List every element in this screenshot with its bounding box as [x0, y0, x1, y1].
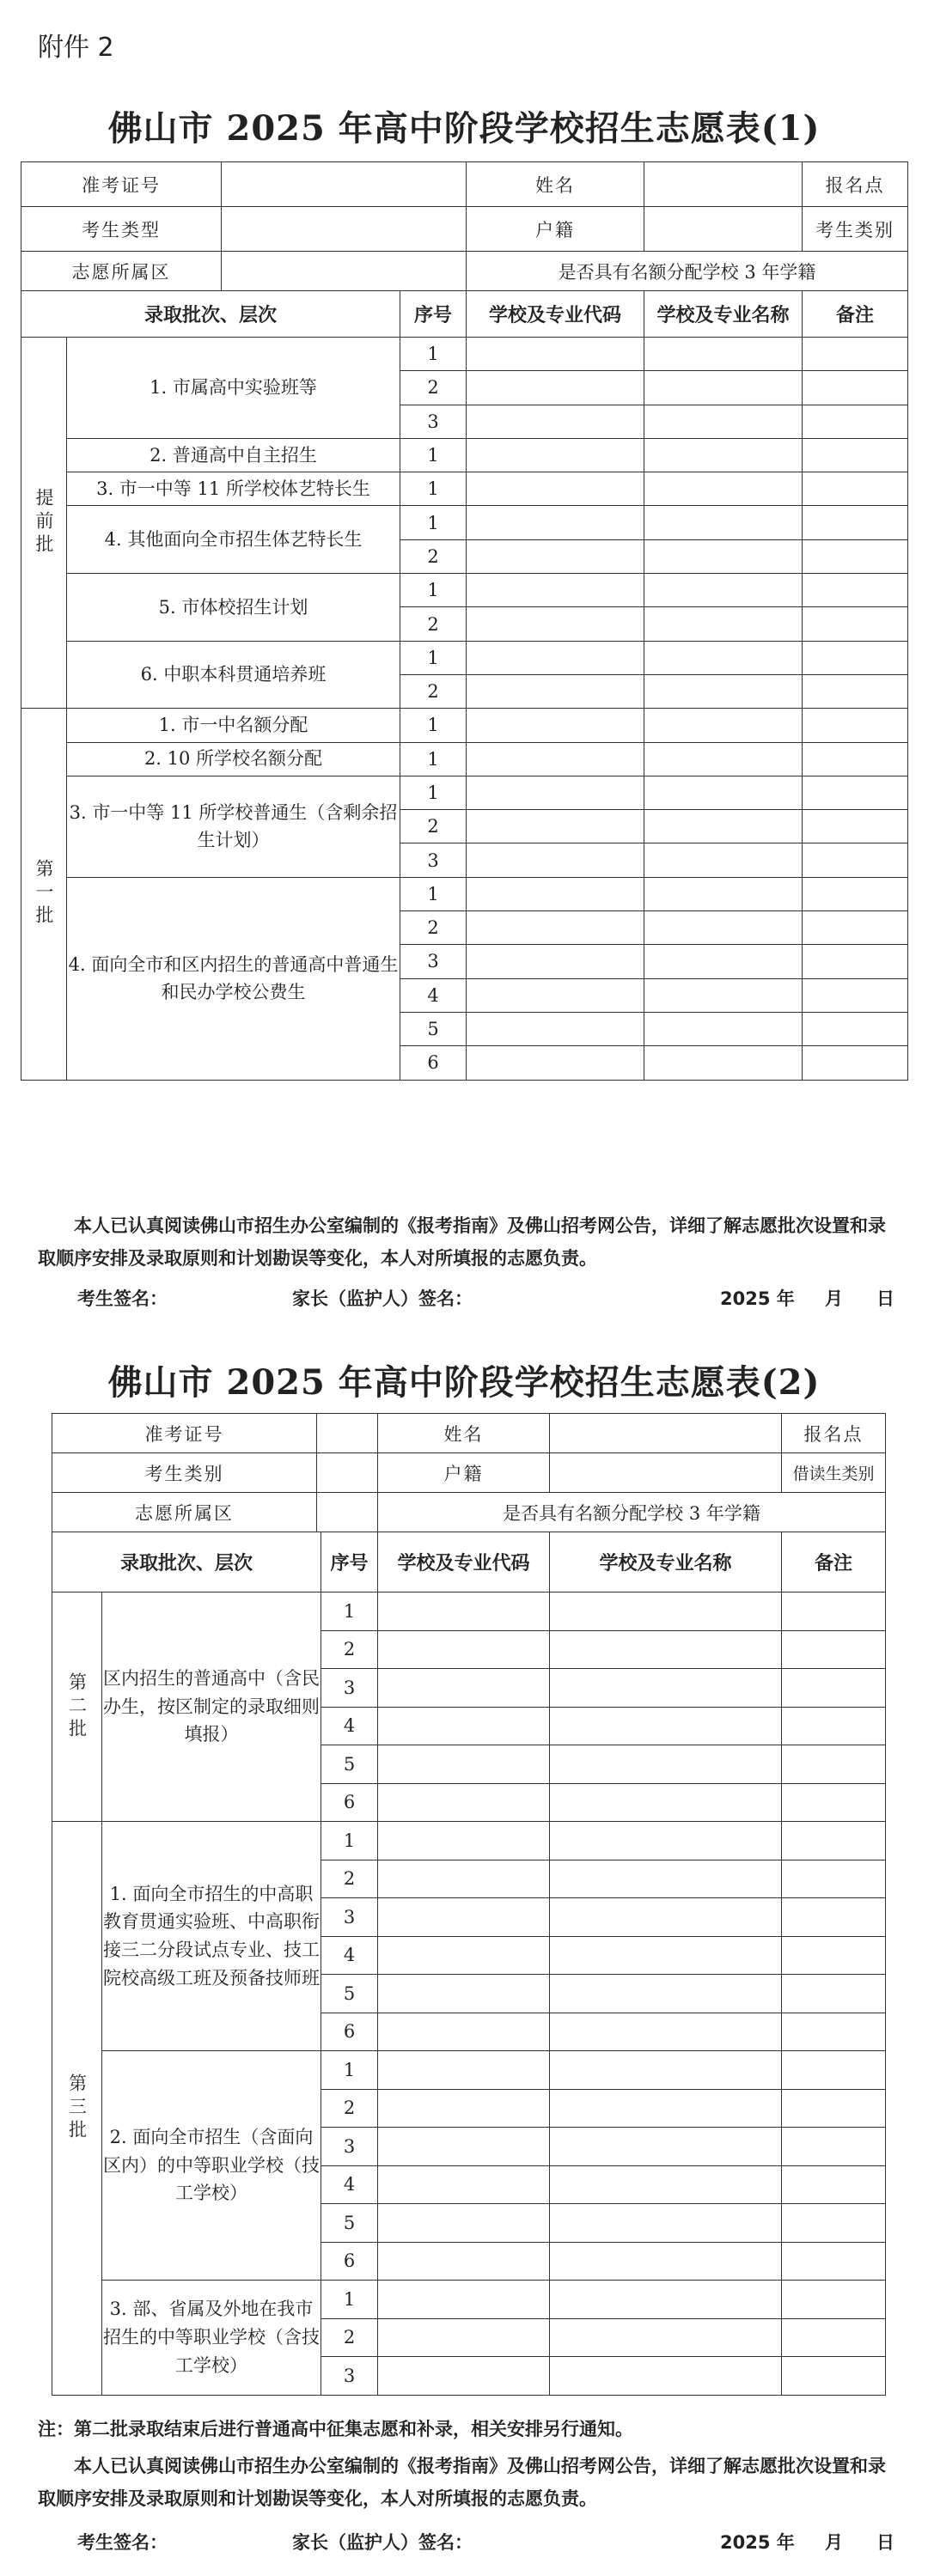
date-month: 月 — [825, 2532, 843, 2553]
seq-number: 3 — [400, 405, 467, 438]
seq-number: 5 — [400, 1012, 467, 1045]
seq-number: 2 — [321, 2318, 378, 2357]
school-name-field[interactable] — [644, 674, 803, 708]
school-code-field[interactable] — [467, 776, 644, 809]
school-code-field[interactable] — [378, 1898, 550, 1937]
parent-signature-label: 家长（监护人）签名： — [292, 2532, 473, 2553]
level-label: 2. 面向全市招生（含面向区内）的中等职业学校（技工学校） — [102, 2051, 321, 2281]
remark-field[interactable] — [782, 1898, 886, 1937]
form1-title: 佛山市 2025 年高中阶段学校招生志愿表(1) — [107, 108, 821, 149]
school-name-field[interactable] — [550, 1898, 782, 1937]
seq-number: 3 — [321, 2357, 378, 2396]
seq-number: 6 — [321, 2242, 378, 2281]
school-name-field[interactable] — [550, 1745, 782, 1784]
reg-point-label: 报名点 — [782, 1414, 886, 1453]
seq-number: 2 — [400, 810, 467, 843]
seq-number: 1 — [400, 574, 467, 607]
remark-field[interactable] — [803, 742, 908, 776]
seq-number: 1 — [400, 438, 467, 472]
seq-number: 6 — [400, 1046, 467, 1080]
school-code-field[interactable] — [378, 1592, 550, 1631]
quota-question: 是否具有名额分配学校 3 年学籍 — [467, 252, 908, 291]
remark-field[interactable] — [782, 2281, 886, 2319]
school-code-field[interactable] — [378, 2051, 550, 2090]
school-name-field[interactable] — [550, 2318, 782, 2357]
student-category-label: 考生类别 — [52, 1453, 317, 1493]
seq-number: 1 — [321, 2281, 378, 2319]
school-name-field[interactable] — [644, 877, 803, 910]
school-code-field[interactable] — [467, 1046, 644, 1080]
remark-field[interactable] — [803, 810, 908, 843]
remark-field[interactable] — [782, 2242, 886, 2281]
seq-number: 1 — [321, 1592, 378, 1631]
school-code-field[interactable] — [378, 1707, 550, 1745]
remark-field[interactable] — [782, 2318, 886, 2357]
school-code-field[interactable] — [467, 607, 644, 641]
seq-number: 1 — [400, 641, 467, 674]
remark-field[interactable] — [803, 877, 908, 910]
batch-label: 第三批 — [52, 1822, 102, 2396]
school-name-field[interactable] — [550, 2242, 782, 2281]
student-signature-label: 考生签名： — [77, 1288, 168, 1309]
date-year: 2025 年 — [720, 1288, 795, 1309]
remark-field[interactable] — [782, 1783, 886, 1822]
level-label: 5. 市体校招生计划 — [67, 574, 400, 642]
school-code-field[interactable] — [467, 438, 644, 472]
remark-field[interactable] — [782, 1822, 886, 1860]
borrow-category-label: 借读生类别 — [782, 1453, 886, 1493]
remark-field[interactable] — [782, 2204, 886, 2243]
school-name-field[interactable] — [550, 1975, 782, 2013]
hukou-label: 户籍 — [378, 1453, 550, 1493]
school-name-field[interactable] — [550, 1936, 782, 1975]
school-code-field[interactable] — [378, 2281, 550, 2319]
header-batch: 录取批次、层次 — [52, 1532, 321, 1592]
level-label: 4. 其他面向全市招生体艺特长生 — [67, 506, 400, 574]
school-code-field[interactable] — [378, 2013, 550, 2051]
seq-number: 1 — [400, 472, 467, 506]
name-field[interactable] — [644, 162, 803, 207]
choice-row — [21, 574, 908, 607]
school-name-field[interactable] — [644, 506, 803, 539]
seq-number: 1 — [321, 2051, 378, 2090]
school-name-field[interactable] — [550, 1592, 782, 1631]
date-month: 月 — [825, 1288, 843, 1309]
remark-field[interactable] — [803, 371, 908, 405]
school-name-field[interactable] — [644, 438, 803, 472]
reg-point-label: 报名点 — [803, 162, 908, 207]
batch-label: 第一批 — [21, 709, 67, 1080]
level-label: 1. 面向全市招生的中高职教育贯通实验班、中高职衔接三二分段试点专业、技工院校高级工班及预备技师班 — [102, 1822, 321, 2051]
seq-number: 2 — [321, 1860, 378, 1898]
school-code-field[interactable] — [467, 405, 644, 438]
school-code-field[interactable] — [467, 810, 644, 843]
header-code: 学校及专业代码 — [467, 291, 644, 338]
school-code-field[interactable] — [467, 574, 644, 607]
remark-field[interactable] — [803, 338, 908, 371]
school-code-field[interactable] — [378, 1822, 550, 1860]
seq-number: 4 — [321, 2165, 378, 2204]
student-type-field[interactable] — [222, 207, 467, 252]
seq-number: 5 — [321, 2204, 378, 2243]
date-day: 日 — [876, 1288, 894, 1309]
seq-number: 6 — [321, 1783, 378, 1822]
seq-number: 6 — [321, 2013, 378, 2051]
school-name-field[interactable] — [550, 2089, 782, 2128]
school-code-field[interactable] — [378, 1745, 550, 1784]
hukou-field[interactable] — [550, 1453, 782, 1493]
school-name-field[interactable] — [550, 2165, 782, 2204]
remark-field[interactable] — [803, 539, 908, 573]
level-label: 2. 普通高中自主招生 — [67, 438, 400, 472]
level-label: 2. 10 所学校名额分配 — [67, 742, 400, 776]
district-label: 志愿所属区 — [21, 252, 222, 291]
school-code-field[interactable] — [378, 1860, 550, 1898]
district-field[interactable] — [222, 252, 467, 291]
school-code-field[interactable] — [467, 1012, 644, 1045]
school-name-field[interactable] — [644, 810, 803, 843]
school-code-field[interactable] — [467, 641, 644, 674]
school-code-field[interactable] — [467, 506, 644, 539]
school-code-field[interactable] — [378, 2089, 550, 2128]
seq-number: 2 — [400, 371, 467, 405]
header-school: 学校及专业名称 — [644, 291, 803, 338]
hukou-label: 户籍 — [467, 207, 644, 252]
seq-number: 4 — [321, 1707, 378, 1745]
remark-field[interactable] — [782, 1630, 886, 1669]
remark-field[interactable] — [782, 2051, 886, 2090]
header-seq: 序号 — [400, 291, 467, 338]
remark-field[interactable] — [782, 1975, 886, 2013]
remark-field[interactable] — [803, 911, 908, 945]
remark-field[interactable] — [782, 2357, 886, 2396]
school-code-field[interactable] — [467, 742, 644, 776]
form1-table — [21, 161, 908, 1081]
district-label: 志愿所属区 — [52, 1493, 317, 1532]
level-label: 6. 中职本科贯通培养班 — [67, 641, 400, 709]
district-field[interactable] — [317, 1493, 378, 1532]
school-code-field[interactable] — [378, 2128, 550, 2166]
student-type-label: 考生类型 — [21, 207, 222, 252]
school-name-field[interactable] — [644, 405, 803, 438]
remark-field[interactable] — [782, 1860, 886, 1898]
school-name-field[interactable] — [550, 1822, 782, 1860]
school-name-field[interactable] — [550, 2357, 782, 2396]
level-label: 区内招生的普通高中（含民办生，按区制定的录取细则填报） — [102, 1592, 321, 1822]
remark-field[interactable] — [782, 2165, 886, 2204]
choice-row — [21, 742, 908, 776]
form2-statement: 本人已认真阅读佛山市招生办公室编制的《报考指南》及佛山招考网公告，详细了解志愿批次设置和录取顺序安排及录取原则和计划勘误等变化，本人对所填报的志愿负责。 — [38, 2456, 886, 2509]
seq-number: 1 — [400, 742, 467, 776]
name-field[interactable] — [550, 1414, 782, 1453]
student-category-field[interactable] — [317, 1453, 378, 1493]
school-name-field[interactable] — [550, 1669, 782, 1708]
choice-row — [52, 2051, 886, 2090]
seq-number: 1 — [400, 877, 467, 910]
remark-field[interactable] — [803, 506, 908, 539]
school-code-field[interactable] — [378, 2357, 550, 2396]
remark-field[interactable] — [782, 1592, 886, 1631]
seq-number: 3 — [400, 843, 467, 877]
school-name-field[interactable] — [644, 945, 803, 978]
school-name-field[interactable] — [644, 641, 803, 674]
school-name-field[interactable] — [550, 1630, 782, 1669]
seq-number: 2 — [400, 539, 467, 573]
name-label: 姓名 — [378, 1414, 550, 1453]
school-code-field[interactable] — [467, 978, 644, 1012]
school-code-field[interactable] — [467, 539, 644, 573]
seq-number: 3 — [400, 945, 467, 978]
seq-number: 2 — [400, 607, 467, 641]
choice-row — [21, 776, 908, 809]
school-name-field[interactable] — [644, 1046, 803, 1080]
hukou-field[interactable] — [644, 207, 803, 252]
remark-field[interactable] — [803, 709, 908, 742]
choice-row — [21, 438, 908, 472]
school-name-field[interactable] — [644, 574, 803, 607]
batch-label: 提前批 — [21, 338, 67, 709]
remark-field[interactable] — [782, 1669, 886, 1708]
school-name-field[interactable] — [644, 539, 803, 573]
remark-field[interactable] — [803, 472, 908, 506]
school-name-field[interactable] — [550, 1707, 782, 1745]
school-name-field[interactable] — [644, 1012, 803, 1045]
batch-label: 第二批 — [52, 1592, 102, 1822]
quota-question: 是否具有名额分配学校 3 年学籍 — [378, 1493, 886, 1532]
remark-field[interactable] — [803, 674, 908, 708]
choice-row — [21, 338, 908, 371]
student-category-label: 考生类别 — [803, 207, 908, 252]
seq-number: 3 — [321, 2128, 378, 2166]
remark-field[interactable] — [782, 2089, 886, 2128]
school-code-field[interactable] — [467, 709, 644, 742]
choice-row — [52, 1592, 886, 1631]
school-name-field[interactable] — [550, 2051, 782, 2090]
seq-number: 1 — [400, 776, 467, 809]
remark-field[interactable] — [782, 2013, 886, 2051]
remark-field[interactable] — [782, 1745, 886, 1784]
seq-number: 1 — [321, 1822, 378, 1860]
school-name-field[interactable] — [550, 1783, 782, 1822]
school-name-field[interactable] — [644, 843, 803, 877]
header-code: 学校及专业代码 — [378, 1532, 550, 1592]
school-name-field[interactable] — [644, 338, 803, 371]
header-school: 学校及专业名称 — [550, 1532, 782, 1592]
remark-field[interactable] — [803, 978, 908, 1012]
choice-row — [52, 2281, 886, 2319]
school-name-field[interactable] — [550, 2204, 782, 2243]
level-label: 3. 市一中等 11 所学校普通生（含剩余招生计划） — [67, 776, 400, 877]
seq-number: 4 — [321, 1936, 378, 1975]
seq-number: 4 — [400, 978, 467, 1012]
school-code-field[interactable] — [467, 911, 644, 945]
school-name-field[interactable] — [644, 709, 803, 742]
school-name-field[interactable] — [550, 2013, 782, 2051]
seq-number: 5 — [321, 1975, 378, 2013]
remark-field[interactable] — [782, 2128, 886, 2166]
school-name-field[interactable] — [644, 472, 803, 506]
school-name-field[interactable] — [644, 978, 803, 1012]
remark-field[interactable] — [803, 843, 908, 877]
school-code-field[interactable] — [378, 1630, 550, 1669]
form2-table — [52, 1413, 886, 2396]
seq-number: 5 — [321, 1745, 378, 1784]
seq-number: 2 — [400, 911, 467, 945]
form2-note: 注：第二批录取结束后进行普通高中征集志愿和补录，相关安排另行通知。 — [38, 2419, 633, 2439]
school-code-field[interactable] — [467, 877, 644, 910]
school-code-field[interactable] — [378, 1975, 550, 2013]
school-code-field[interactable] — [467, 472, 644, 506]
school-code-field[interactable] — [467, 371, 644, 405]
remark-field[interactable] — [803, 1012, 908, 1045]
seq-number: 2 — [321, 1630, 378, 1669]
level-label: 1. 市一中名额分配 — [67, 709, 400, 742]
remark-field[interactable] — [803, 945, 908, 978]
exam-no-field[interactable] — [222, 162, 467, 207]
seq-number: 1 — [400, 709, 467, 742]
remark-field[interactable] — [782, 1707, 886, 1745]
school-code-field[interactable] — [378, 1669, 550, 1708]
level-label: 3. 市一中等 11 所学校体艺特长生 — [67, 472, 400, 506]
school-code-field[interactable] — [467, 674, 644, 708]
seq-number: 3 — [321, 1669, 378, 1708]
school-name-field[interactable] — [644, 776, 803, 809]
school-name-field[interactable] — [644, 742, 803, 776]
date-year: 2025 年 — [720, 2532, 795, 2553]
school-code-field[interactable] — [378, 2204, 550, 2243]
remark-field[interactable] — [803, 776, 908, 809]
seq-number: 2 — [400, 674, 467, 708]
seq-number: 1 — [400, 338, 467, 371]
choice-row — [21, 506, 908, 539]
choice-row — [21, 709, 908, 742]
exam-no-label: 准考证号 — [21, 162, 222, 207]
header-remark: 备注 — [803, 291, 908, 338]
attachment-label: 附件 2 — [38, 33, 114, 63]
form1-statement: 本人已认真阅读佛山市招生办公室编制的《报考指南》及佛山招考网公告，详细了解志愿批次设置和录取顺序安排及录取原则和计划勘误等变化，本人对所填报的志愿负责。 — [38, 1215, 886, 1269]
remark-field[interactable] — [803, 641, 908, 674]
school-code-field[interactable] — [378, 2165, 550, 2204]
remark-field[interactable] — [803, 438, 908, 472]
remark-field[interactable] — [803, 1046, 908, 1080]
school-code-field[interactable] — [378, 1936, 550, 1975]
seq-number: 1 — [400, 506, 467, 539]
remark-field[interactable] — [782, 1936, 886, 1975]
level-label: 3. 部、省属及外地在我市招生的中等职业学校（含技工学校） — [102, 2281, 321, 2396]
remark-field[interactable] — [803, 607, 908, 641]
school-code-field[interactable] — [467, 945, 644, 978]
school-code-field[interactable] — [378, 2318, 550, 2357]
level-label: 4. 面向全市和区内招生的普通高中普通生和民办学校公费生 — [67, 877, 400, 1080]
student-signature-label: 考生签名： — [77, 2532, 168, 2553]
exam-no-field[interactable] — [317, 1414, 378, 1453]
school-code-field[interactable] — [378, 2242, 550, 2281]
name-label: 姓名 — [467, 162, 644, 207]
header-remark: 备注 — [782, 1532, 886, 1592]
remark-field[interactable] — [803, 405, 908, 438]
school-name-field[interactable] — [550, 2128, 782, 2166]
seq-number: 3 — [321, 1898, 378, 1937]
choice-row — [21, 641, 908, 674]
school-code-field[interactable] — [378, 1783, 550, 1822]
exam-no-label: 准考证号 — [52, 1414, 317, 1453]
school-name-field[interactable] — [550, 1860, 782, 1898]
parent-signature-label: 家长（监护人）签名： — [292, 1288, 473, 1309]
choice-row — [52, 1822, 886, 1860]
school-name-field[interactable] — [644, 911, 803, 945]
school-name-field[interactable] — [644, 371, 803, 405]
form2-title: 佛山市 2025 年高中阶段学校招生志愿表(2) — [107, 1362, 821, 1403]
school-name-field[interactable] — [644, 607, 803, 641]
header-batch: 录取批次、层次 — [21, 291, 400, 338]
date-day: 日 — [876, 2532, 894, 2553]
school-name-field[interactable] — [550, 2281, 782, 2319]
choice-row — [21, 877, 908, 910]
level-label: 1. 市属高中实验班等 — [67, 338, 400, 439]
school-code-field[interactable] — [467, 843, 644, 877]
remark-field[interactable] — [803, 574, 908, 607]
school-code-field[interactable] — [467, 338, 644, 371]
header-seq: 序号 — [321, 1532, 378, 1592]
choice-row — [21, 472, 908, 506]
seq-number: 2 — [321, 2089, 378, 2128]
